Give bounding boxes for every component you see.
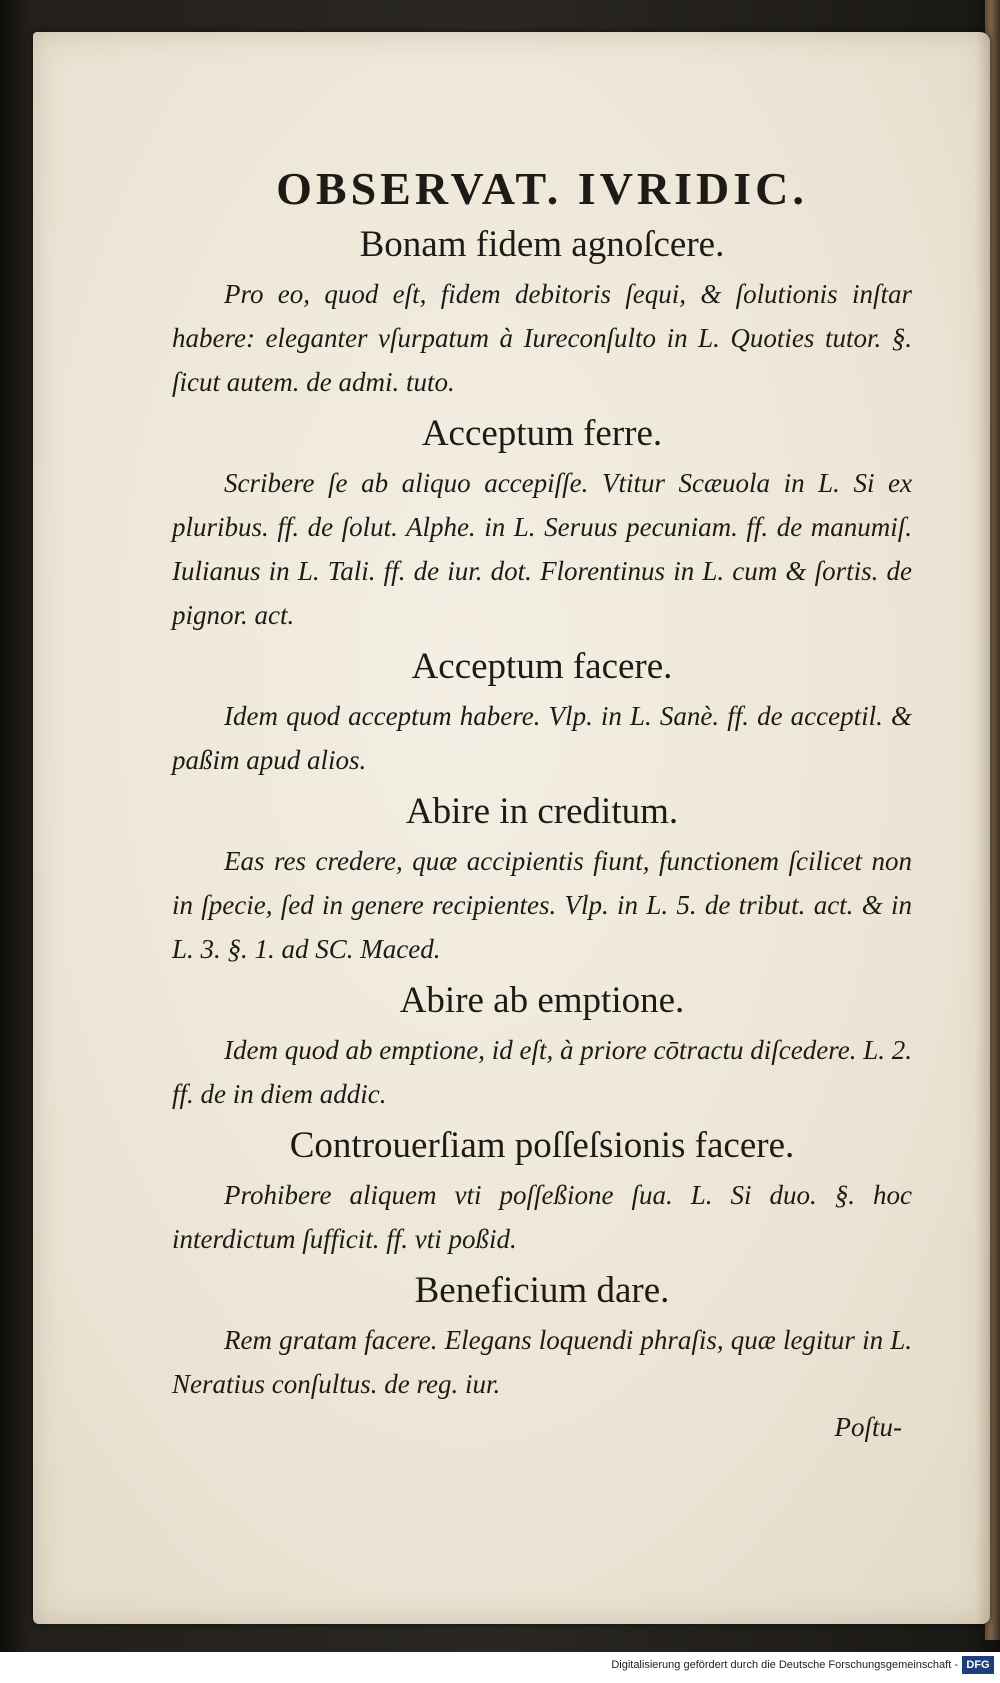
entry-body: Idem quod acceptum habere. Vlp. in L. Sanè. ff. de acceptil. & paßim apud alios. xyxy=(172,701,912,775)
entry xyxy=(172,1124,912,1261)
entry xyxy=(172,412,912,637)
entry xyxy=(172,1269,912,1406)
entry-body: Rem gratam facere. Elegans loquendi phraſis, quæ legitur in L. Neratius conſultus. de reg. iur. xyxy=(172,1325,912,1399)
dfg-logo: DFG xyxy=(962,1656,994,1674)
entry-title: Controuerſiam poſſeſsionis facere. xyxy=(289,1125,795,1166)
footer-bar xyxy=(0,1652,1000,1683)
entry-title: Beneficium dare. xyxy=(414,1270,670,1311)
entry-body: Eas res credere, quæ accipientis fiunt, functionem ſcilicet non in ſpecie, ſed in genere recipientes. Vlp. in L. 5. de tribut. act. & in L. 3. §. 1. ad SC. Maced. xyxy=(172,846,912,964)
entry-title: Acceptum facere. xyxy=(411,646,673,687)
entry xyxy=(172,979,912,1116)
entry-title: Bonam fidem agnoſcere. xyxy=(359,224,725,265)
entry-title: Acceptum ferre. xyxy=(421,413,663,454)
page-text xyxy=(172,150,912,1443)
entry xyxy=(172,790,912,971)
entry-body: Scribere ſe ab aliquo accepiſſe. Vtitur Scæuola in L. Si ex pluribus. ff. de ſolut. Alphe. in L. Seruus pecuniam. ff. de manumiſ. Iulianus in L. Tali. ff. de iur. dot. Florentinus in L. cum & ſortis. de pignor. act. xyxy=(172,468,912,630)
entry-body: Prohibere aliquem vti poſſeßione ſua. L. Si duo. §. hoc interdictum ſufficit. ff. vti poßid. xyxy=(172,1180,912,1254)
entry xyxy=(172,223,912,404)
running-head: OBSERVAT. IVRIDIC. xyxy=(276,163,808,214)
entry-body: Idem quod ab emptione, id eſt, à priore cōtractu diſcedere. L. 2. ff. de in diem addic. xyxy=(172,1035,912,1109)
catchword: Poſtu- xyxy=(834,1412,902,1442)
entry-title: Abire ab emptione. xyxy=(399,980,685,1021)
entry-body: Pro eo, quod eſt, fidem debitoris ſequi, & ſolutionis inſtar habere: eleganter vſurpatum à Iureconſulto in L. Quoties tutor. §. ſicut autem. de admi. tuto. xyxy=(172,279,912,397)
page-fold-shadow xyxy=(976,32,990,1624)
entry-title: Abire in creditum. xyxy=(405,791,679,832)
funding-credit: Digitalisierung gefördert durch die Deutsche Forschungsgemeinschaft - xyxy=(611,1659,958,1671)
entry xyxy=(172,645,912,782)
